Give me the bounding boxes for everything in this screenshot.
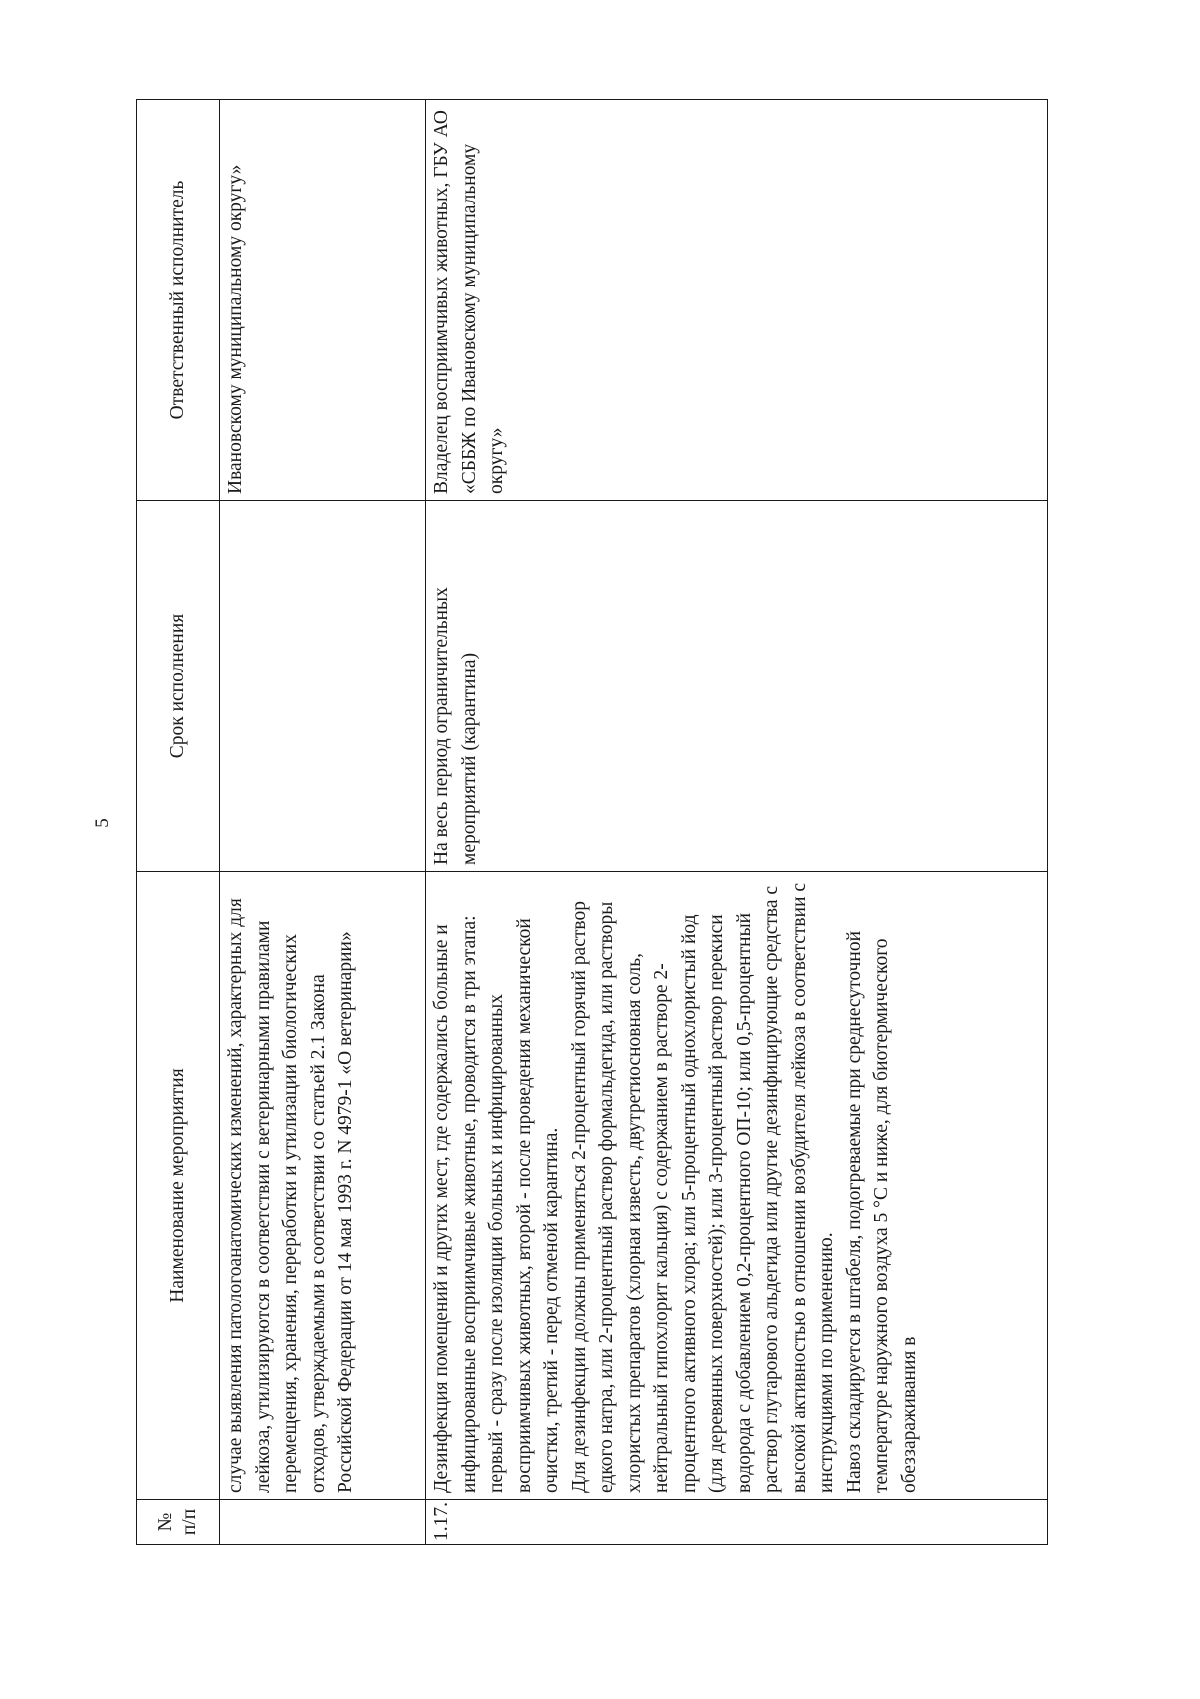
measure-text: Дезинфекция помещений и других мест, где содержались больные и инфицированные восприимчивые животные, проводится в три этапа: первый - сразу после изоляции больных и инфицированных восприимчивых животных, второй - после проведения механической очистки, третий - перед отменой карантина. xyxy=(431,915,562,1493)
measures-table xyxy=(136,99,1048,1545)
responsible-cell: Ивановскому муниципальному округу» xyxy=(220,100,426,501)
page-number: 5 xyxy=(92,818,113,828)
header-number: № п/п xyxy=(137,1500,220,1545)
measure-text: случае выявления патологоанатомических изменений, характерных для лейкоза, утилизируются в соответствии с ветеринарными правилами перемещения, хранения, переработки и утилизации биологических отходов, утверждаемыми в соответствии со статьей 2.1 Закона Российской Федерации от 14 мая 1993 г. N 4979-1 «О ветеринарии» xyxy=(225,898,356,1493)
row-number xyxy=(220,1500,426,1545)
measure-text: Для дезинфекции должны применяться 2-процентный горячий раствор едкого натра, или 2-процентный раствор формальдегида, или растворы хлористых препаратов (хлорная известь, двутретиосновная соль, нейтральный гипохлорит кальция) с содержанием в растворе 2-процентного активного хлора; или 5-процентный однохлористый йод (для деревянных поверхностей); или 3-процентный раствор перекиси водорода с добавлением 0,2-процентного ОП-10; или 0,5-процентный раствор глутарового альдегида или другие дезинфицирующие средства с высокой активностью в отношении возбудителя лейкоза в соответствии с инструкциями по применению. xyxy=(568,882,837,1493)
deadline-cell xyxy=(220,501,426,872)
header-measure-name: Наименование мероприятия xyxy=(137,872,220,1500)
table-header-row xyxy=(137,100,220,1545)
table-row xyxy=(220,100,426,1545)
rotated-page xyxy=(136,100,1086,1545)
row-number: 1.17. xyxy=(426,1500,1048,1545)
measure-name-cell xyxy=(426,872,1048,1500)
header-responsible: Ответственный исполнитель xyxy=(137,100,220,501)
measure-text: Навоз складируется в штабеля, подогреваемые при среднесуточной температуре наружного воздуха 5 °С и ниже, для биотермического обеззараживания в xyxy=(843,930,920,1493)
header-deadline: Срок исполнения xyxy=(137,501,220,872)
deadline-cell: На весь период ограничительных мероприятий (карантина) xyxy=(426,501,1048,872)
responsible-cell: Владелец восприимчивых животных, ГБУ АО «СББЖ по Ивановскому муниципальному округу» xyxy=(426,100,1048,501)
measure-name-cell xyxy=(220,872,426,1500)
table-row xyxy=(426,100,1048,1545)
